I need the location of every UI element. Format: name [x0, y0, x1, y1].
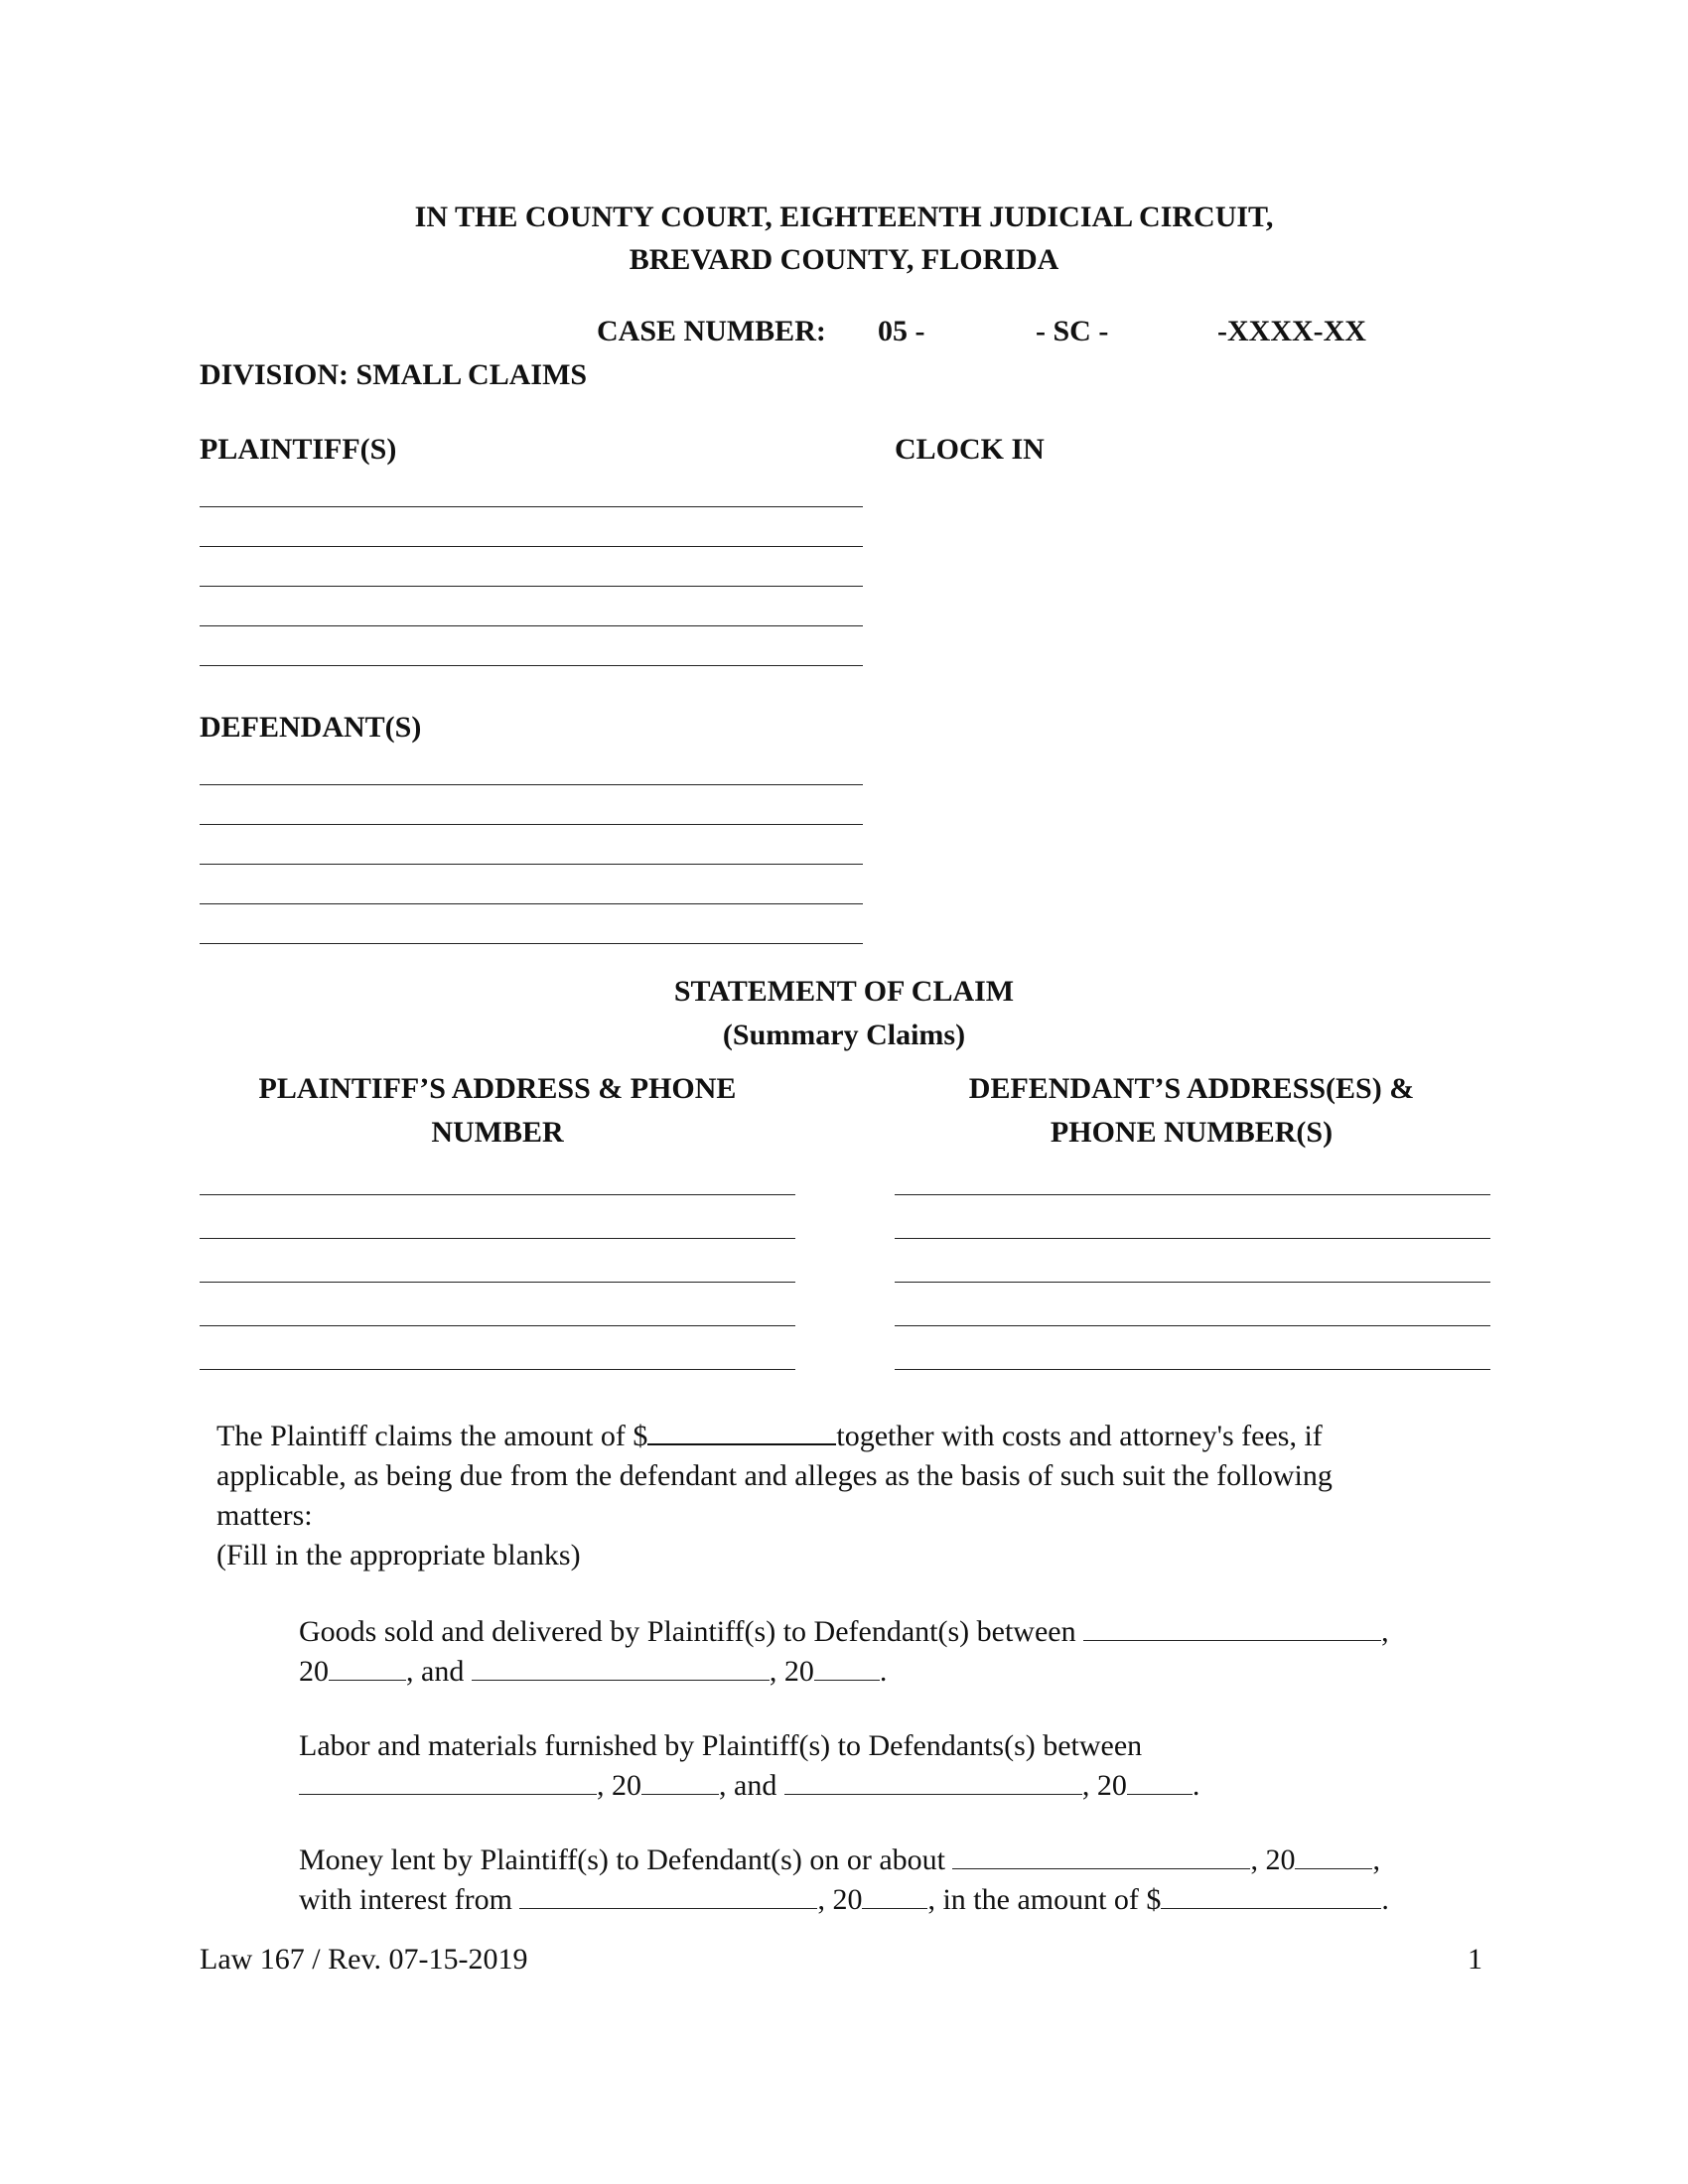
goods-start-year-field[interactable]: [329, 1654, 406, 1681]
plaintiff-address-line[interactable]: [200, 1194, 795, 1195]
document-subtitle: (Summary Claims): [722, 1019, 966, 1051]
claim-amount-prefix: The Plaintiff claims the amount of $: [216, 1420, 648, 1452]
labor-end-date-field[interactable]: [784, 1768, 1082, 1795]
labor-materials-text: Labor and materials furnished by Plaintiff(s) to Defendants(s) between: [299, 1729, 1143, 1762]
plaintiff-address-line[interactable]: [200, 1325, 795, 1326]
defendant-name-line[interactable]: [200, 784, 863, 785]
and-text: and: [734, 1769, 777, 1802]
century-prefix: 20: [299, 1655, 329, 1688]
plaintiff-name-line[interactable]: [200, 546, 863, 547]
defendant-address-heading-line2: PHONE NUMBER(S): [1050, 1116, 1334, 1149]
interest-year-field[interactable]: [862, 1882, 927, 1909]
defendant-address-line[interactable]: [895, 1238, 1490, 1239]
goods-start-date-field[interactable]: [1083, 1614, 1381, 1641]
labor-materials-item: Labor and materials furnished by Plaintiff(s) to Defendants(s) between , 20 , and , 20 .: [299, 1726, 1530, 1806]
case-number-label: CASE NUMBER:: [597, 315, 826, 347]
money-lent-year-field[interactable]: [1295, 1843, 1372, 1869]
claim-line-2: applicable, as being due from the defendant and alleges as the basis of such suit the following: [216, 1459, 1333, 1492]
plaintiffs-label: PLAINTIFF(S): [200, 433, 397, 466]
court-title-line1: IN THE COUNTY COURT, EIGHTEENTH JUDICIAL CIRCUIT,: [414, 201, 1274, 233]
defendant-name-line[interactable]: [200, 864, 863, 865]
defendant-name-line[interactable]: [200, 943, 863, 944]
defendant-address-line[interactable]: [895, 1325, 1490, 1326]
form-id: Law 167 / Rev. 07-15-2019: [200, 1943, 528, 1976]
century-prefix: 20: [612, 1769, 641, 1802]
defendant-name-line[interactable]: [200, 903, 863, 904]
case-number-suffix: -XXXX-XX: [1217, 315, 1366, 347]
claim-line-3: matters:: [216, 1499, 313, 1532]
plaintiff-name-line[interactable]: [200, 665, 863, 666]
century-prefix: 20: [1265, 1843, 1296, 1876]
goods-sold-item: Goods sold and delivered by Plaintiff(s) to Defendant(s) between , 20 , and , 20 .: [299, 1615, 1389, 1688]
court-title-line2: BREVARD COUNTY, FLORIDA: [629, 243, 1059, 276]
defendant-address-line[interactable]: [895, 1194, 1490, 1195]
document-title: STATEMENT OF CLAIM: [673, 975, 1015, 1008]
defendant-name-line[interactable]: [200, 824, 863, 825]
goods-end-year-field[interactable]: [814, 1654, 880, 1681]
clock-in-label: CLOCK IN: [895, 433, 1045, 466]
page-number: 1: [1468, 1943, 1482, 1976]
money-lent-item: Money lent by Plaintiff(s) to Defendant(s) on or about , 20 , with interest from , 20 , in the amount of $ .: [299, 1843, 1389, 1916]
plaintiff-address-heading-line2: NUMBER: [431, 1116, 564, 1149]
claim-amount-field[interactable]: [647, 1418, 836, 1445]
interest-date-field[interactable]: [519, 1882, 817, 1909]
century-prefix: 20: [832, 1883, 863, 1916]
money-amount-field[interactable]: [1161, 1882, 1381, 1909]
and-text: and: [421, 1655, 465, 1688]
amount-text: in the amount of $: [942, 1883, 1162, 1916]
plaintiff-address-line[interactable]: [200, 1238, 795, 1239]
plaintiff-name-line[interactable]: [200, 625, 863, 626]
claim-line-1: [216, 1417, 1507, 1456]
division-label: DIVISION: SMALL CLAIMS: [200, 358, 588, 391]
labor-start-year-field[interactable]: [641, 1768, 719, 1795]
plaintiff-address-line[interactable]: [200, 1369, 795, 1370]
money-lent-date-field[interactable]: [952, 1843, 1250, 1869]
defendant-address-line[interactable]: [895, 1369, 1490, 1370]
money-lent-text: Money lent by Plaintiff(s) to Defendant(s) on or about: [299, 1843, 945, 1876]
goods-end-date-field[interactable]: [472, 1654, 770, 1681]
interest-from-text: with interest from: [299, 1883, 512, 1916]
defendants-label: DEFENDANT(S): [200, 711, 422, 744]
plaintiff-name-line[interactable]: [200, 586, 863, 587]
labor-start-date-field[interactable]: [299, 1768, 597, 1795]
claim-amount-suffix: together with costs and attorney's fees, if: [836, 1420, 1323, 1452]
defendant-address-heading-line1: DEFENDANT’S ADDRESS(ES) &: [968, 1072, 1415, 1105]
labor-end-year-field[interactable]: [1127, 1768, 1193, 1795]
defendant-address-line[interactable]: [895, 1282, 1490, 1283]
claim-paragraph: [216, 1417, 1507, 1575]
goods-sold-text: Goods sold and delivered by Plaintiff(s) to Defendant(s) between: [299, 1615, 1076, 1648]
claim-instruction: (Fill in the appropriate blanks): [216, 1539, 581, 1571]
century-prefix: 20: [783, 1655, 814, 1688]
plaintiff-name-line[interactable]: [200, 506, 863, 507]
plaintiff-address-line[interactable]: [200, 1282, 795, 1283]
plaintiff-address-heading-line1: PLAINTIFF’S ADDRESS & PHONE: [258, 1072, 737, 1105]
case-number-middle: - SC -: [1036, 315, 1109, 347]
century-prefix: 20: [1096, 1769, 1127, 1802]
case-number-prefix: 05 -: [878, 315, 925, 347]
